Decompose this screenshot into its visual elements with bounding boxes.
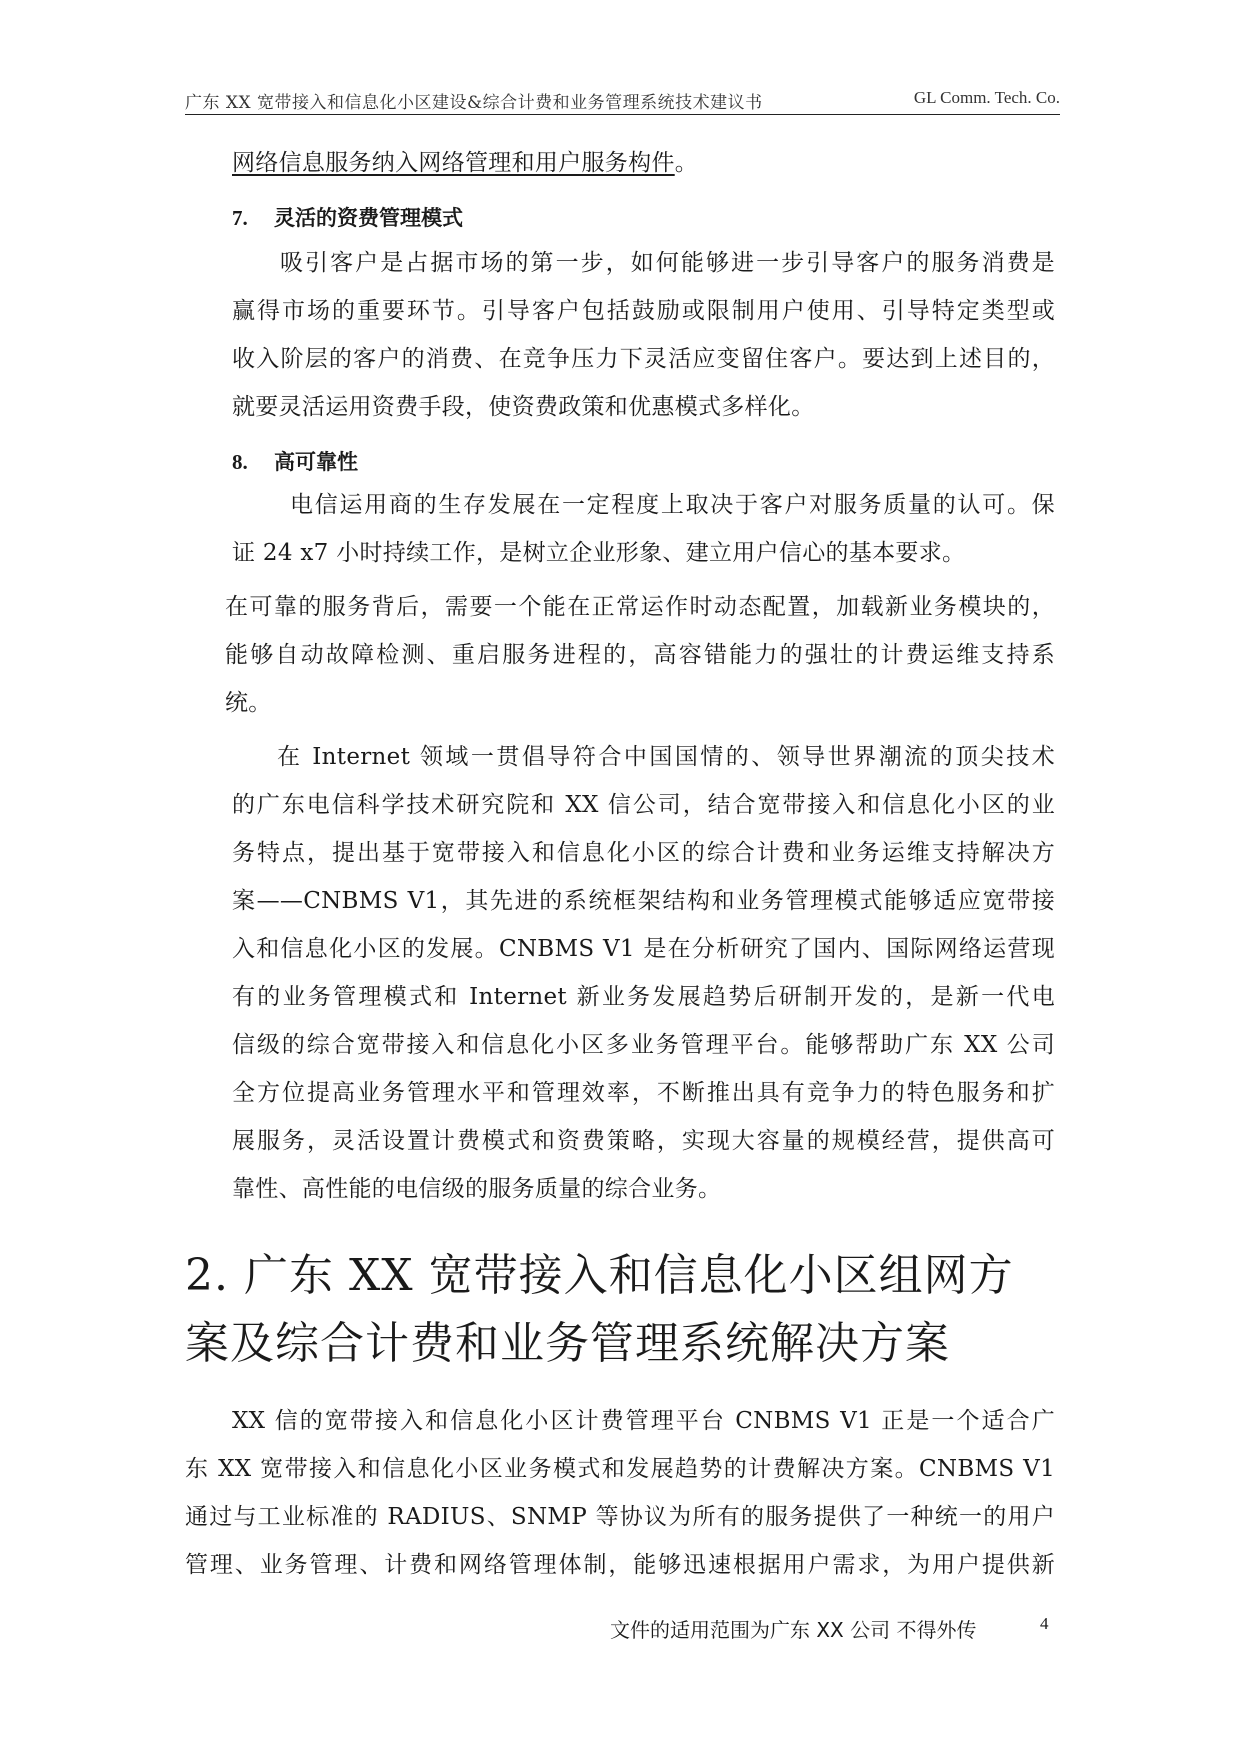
page-header [185, 86, 1060, 115]
internet-line: 在 Internet 领域一贯倡导符合中国国情的、领导世界潮流的顶尖技术 [277, 744, 1055, 770]
chapter-heading: 案及综合计费和业务管理系统解决方案 [185, 1318, 950, 1369]
section-7-line: 吸引客户是占据市场的第一步，如何能够进一步引导客户的服务消费是 [280, 250, 1055, 276]
section-7-line: 就要灵活运用资费手段，使资费政策和优惠模式多样化。 [232, 394, 815, 420]
internet-line: 有的业务管理模式和 Internet 新业务发展趋势后研制开发的，是新一代电 [232, 984, 1055, 1010]
chapter-heading: 2. 广东 XX 宽带接入和信息化小区组网方 [185, 1250, 1014, 1301]
internet-line: 信级的综合宽带接入和信息化小区多业务管理平台。能够帮助广东 XX 公司 [232, 1032, 1055, 1058]
chapter-line: 管理、业务管理、计费和网络管理体制，能够迅速根据用户需求，为用户提供新 [185, 1552, 1055, 1578]
header-company: GL Comm. Tech. Co. [913, 88, 1060, 107]
reliability-line: 统。 [225, 690, 272, 716]
section-8-line: 电信运用商的生存发展在一定程度上取决于客户对服务质量的认可。保 [290, 492, 1055, 518]
chapter-line: 东 XX 宽带接入和信息化小区业务模式和发展趋势的计费解决方案。CNBMS V1 [185, 1456, 1055, 1482]
section-7-line: 收入阶层的客户的消费、在竞争压力下灵活应变留住客户。要达到上述目的， [232, 346, 1055, 372]
continuation-paragraph [232, 148, 698, 178]
header-title: 广东 XX 宽带接入和信息化小区建设&综合计费和业务管理系统技术建议书 [185, 93, 763, 113]
reliability-line: 在可靠的服务背后，需要一个能在正常运作时动态配置，加载新业务模块的， [225, 594, 1055, 620]
section-8-heading [232, 446, 358, 476]
section-title: 高可靠性 [274, 450, 358, 474]
page-number: 4 [1040, 1614, 1049, 1633]
section-number: 8. [232, 450, 248, 474]
continuation-text: 网络信息服务纳入网络管理和用户服务构件 [232, 150, 675, 176]
section-7-heading [232, 202, 463, 232]
section-title: 灵活的资费管理模式 [274, 206, 463, 230]
continuation-end: 。 [674, 150, 699, 176]
section-7-line: 赢得市场的重要环节。引导客户包括鼓励或限制用户使用、引导特定类型或 [232, 298, 1055, 324]
reliability-line: 能够自动故障检测、重启服务进程的，高容错能力的强壮的计费运维支持系 [225, 642, 1055, 668]
internet-line: 案——CNBMS V1，其先进的系统框架结构和业务管理模式能够适应宽带接 [232, 888, 1055, 914]
section-8-line: 证 24 x7 小时持续工作，是树立企业形象、建立用户信心的基本要求。 [232, 540, 966, 566]
internet-line: 务特点，提出基于宽带接入和信息化小区的综合计费和业务运维支持解决方 [232, 840, 1055, 866]
chapter-line: 通过与工业标准的 RADIUS、SNMP 等协议为所有的服务提供了一种统一的用户 [185, 1504, 1055, 1530]
internet-line: 全方位提高业务管理水平和管理效率，不断推出具有竞争力的特色服务和扩 [232, 1080, 1055, 1106]
footer-note: 文件的适用范围为广东 XX 公司 不得外传 [610, 1618, 977, 1642]
section-number: 7. [232, 206, 248, 230]
chapter-line: XX 信的宽带接入和信息化小区计费管理平台 CNBMS V1 正是一个适合广 [232, 1408, 1055, 1434]
internet-line: 靠性、高性能的电信级的服务质量的综合业务。 [232, 1176, 722, 1202]
internet-line: 的广东电信科学技术研究院和 XX 信公司，结合宽带接入和信息化小区的业 [232, 792, 1055, 818]
internet-line: 入和信息化小区的发展。CNBMS V1 是在分析研究了国内、国际网络运营现 [232, 936, 1055, 962]
internet-line: 展服务，灵活设置计费模式和资费策略，实现大容量的规模经营，提供高可 [232, 1128, 1055, 1154]
